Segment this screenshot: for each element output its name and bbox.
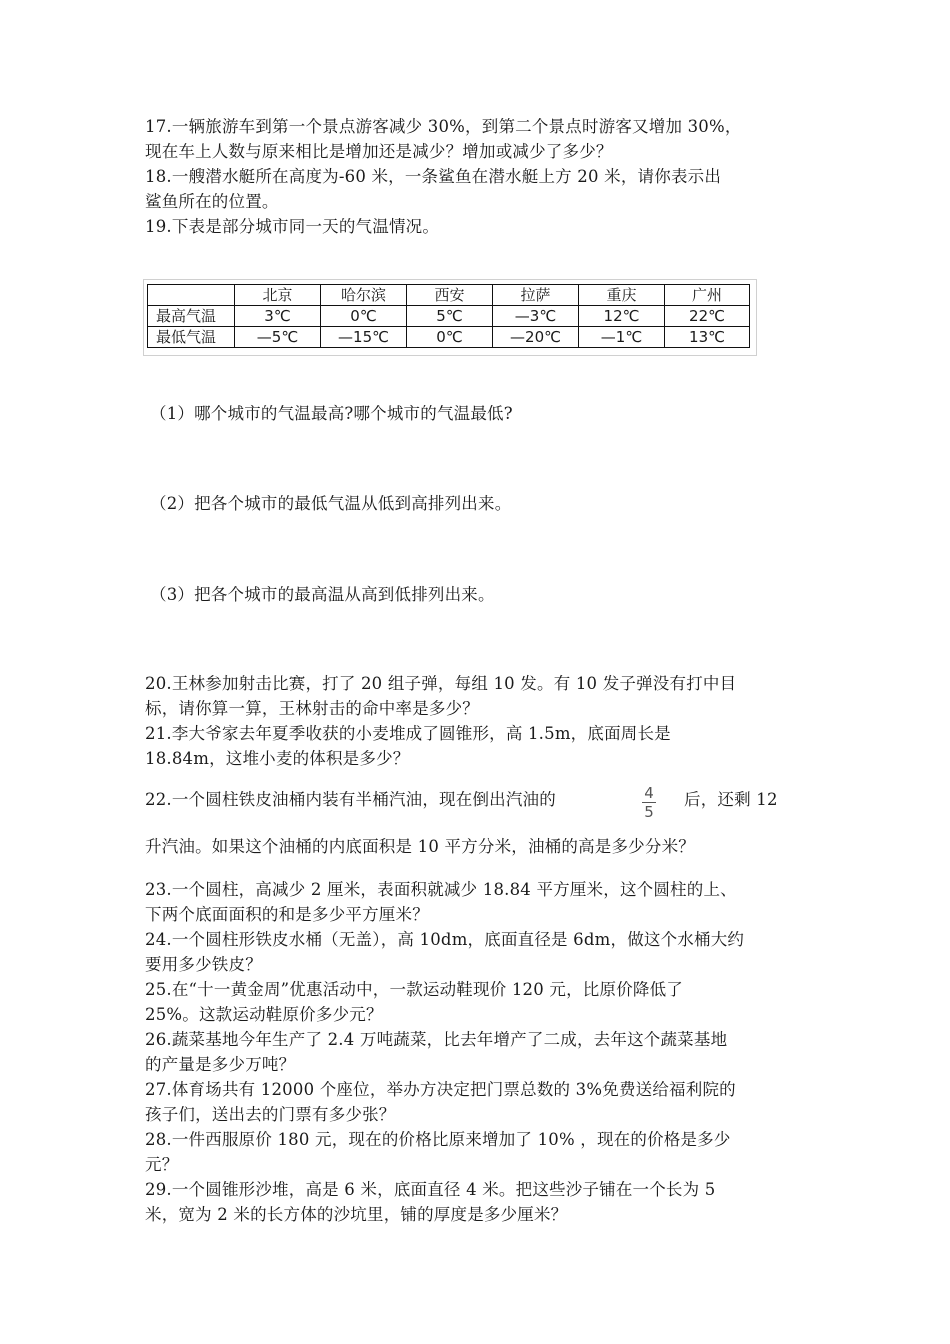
temperature-table	[147, 284, 750, 348]
q23-line1: 23.一个圆柱，高减少 2 厘米，表面积就减少 18.84 平方厘米，这个圆柱的上、	[145, 880, 737, 899]
q18-line1: 18.一艘潜水艇所在高度为-60 米，一条鲨鱼在潜水艇上方 20 米，请你表示出	[145, 167, 722, 186]
q19-sub2: （2）把各个城市的最低气温从低到高排列出来。	[150, 494, 512, 513]
q17-line1: 17.一辆旅游车到第一个景点游客减少 30%，到第二个景点时游客又增加 30%，	[145, 117, 742, 136]
table-cell: 22℃	[665, 306, 750, 327]
table-cell: —1℃	[579, 327, 665, 348]
q21-line1: 21.李大爷家去年夏季收获的小麦堆成了圆锥形，高 1.5m，底面周长是	[145, 724, 671, 743]
table-row	[148, 306, 750, 327]
fraction-numerator: 4	[644, 784, 654, 802]
q19-line1: 19.下表是部分城市同一天的气温情况。	[145, 217, 440, 236]
table-header-cell: 西安	[407, 285, 493, 306]
table-cell: 13℃	[665, 327, 750, 348]
q24-line1: 24.一个圆柱形铁皮水桶（无盖），高 10dm，底面直径是 6dm，做这个水桶大约	[145, 930, 745, 949]
q22-line2: 升汽油。如果这个油桶的内底面积是 10 平方分米，油桶的高是多少分米？	[145, 837, 695, 856]
table-cell: 12℃	[579, 306, 665, 327]
q27-line1: 27.体育场共有 12000 个座位，举办方决定把门票总数的 3%免费送给福利院的	[145, 1080, 736, 1099]
table-row-label: 最高气温	[148, 306, 235, 327]
fraction-denominator: 5	[644, 803, 654, 821]
q27-line2: 孩子们，送出去的门票有多少张？	[145, 1105, 396, 1124]
table-header-cell: 重庆	[579, 285, 665, 306]
table-cell: —20℃	[493, 327, 579, 348]
q29-line2: 米，宽为 2 米的长方体的沙坑里，铺的厚度是多少厘米？	[145, 1205, 568, 1224]
table-header-cell: 拉萨	[493, 285, 579, 306]
table-cell: 3℃	[235, 306, 321, 327]
q21-line2: 18.84m，这堆小麦的体积是多少？	[145, 749, 410, 768]
table-row-label: 最低气温	[148, 327, 235, 348]
q19-sub3: （3）把各个城市的最高温从高到低排列出来。	[150, 585, 495, 604]
table-cell: 0℃	[407, 327, 493, 348]
q29-line1: 29.一个圆锥形沙堆，高是 6 米，底面直径 4 米。把这些沙子铺在一个长为 5	[145, 1180, 716, 1199]
q26-line2: 的产量是多少万吨？	[145, 1055, 296, 1074]
table-cell: —15℃	[321, 327, 407, 348]
q19-sub1: （1）哪个城市的气温最高?哪个城市的气温最低?	[150, 404, 513, 423]
table-cell: —5℃	[235, 327, 321, 348]
table-header-cell	[148, 285, 235, 306]
q23-line2: 下两个底面面积的和是多少平方厘米？	[145, 905, 429, 924]
table-header-cell: 广州	[665, 285, 750, 306]
table-header-cell: 哈尔滨	[321, 285, 407, 306]
q24-line2: 要用多少铁皮？	[145, 955, 262, 974]
table-row	[148, 327, 750, 348]
fraction-four-fifths	[639, 784, 659, 821]
q17-line2: 现在车上人数与原来相比是增加还是减少？增加或减少了多少？	[145, 142, 613, 161]
table-cell: 5℃	[407, 306, 493, 327]
table-header-row	[148, 285, 750, 306]
q20-line1: 20.王林参加射击比赛，打了 20 组子弹，每组 10 发。有 10 发子弹没有打中目	[145, 674, 737, 693]
q22-line1-after: 后，还剩 12	[684, 790, 778, 809]
q28-line2: 元？	[145, 1155, 179, 1174]
q22-line1-before: 22.一个圆柱铁皮油桶内装有半桶汽油，现在倒出汽油的	[145, 790, 556, 809]
q25-line1: 25.在“十一黄金周”优惠活动中，一款运动鞋现价 120 元，比原价降低了	[145, 980, 683, 999]
q18-line2: 鲨鱼所在的位置。	[145, 192, 279, 211]
table-cell: 0℃	[321, 306, 407, 327]
q26-line1: 26.蔬菜基地今年生产了 2.4 万吨蔬菜，比去年增产了二成，去年这个蔬菜基地	[145, 1030, 728, 1049]
q25-line2: 25%。这款运动鞋原价多少元？	[145, 1005, 383, 1024]
q28-line1: 28.一件西服原价 180 元，现在的价格比原来增加了 10% ，现在的价格是多少	[145, 1130, 731, 1149]
table-header-cell: 北京	[235, 285, 321, 306]
table-cell: —3℃	[493, 306, 579, 327]
q20-line2: 标，请你算一算，王林射击的命中率是多少？	[145, 699, 479, 718]
